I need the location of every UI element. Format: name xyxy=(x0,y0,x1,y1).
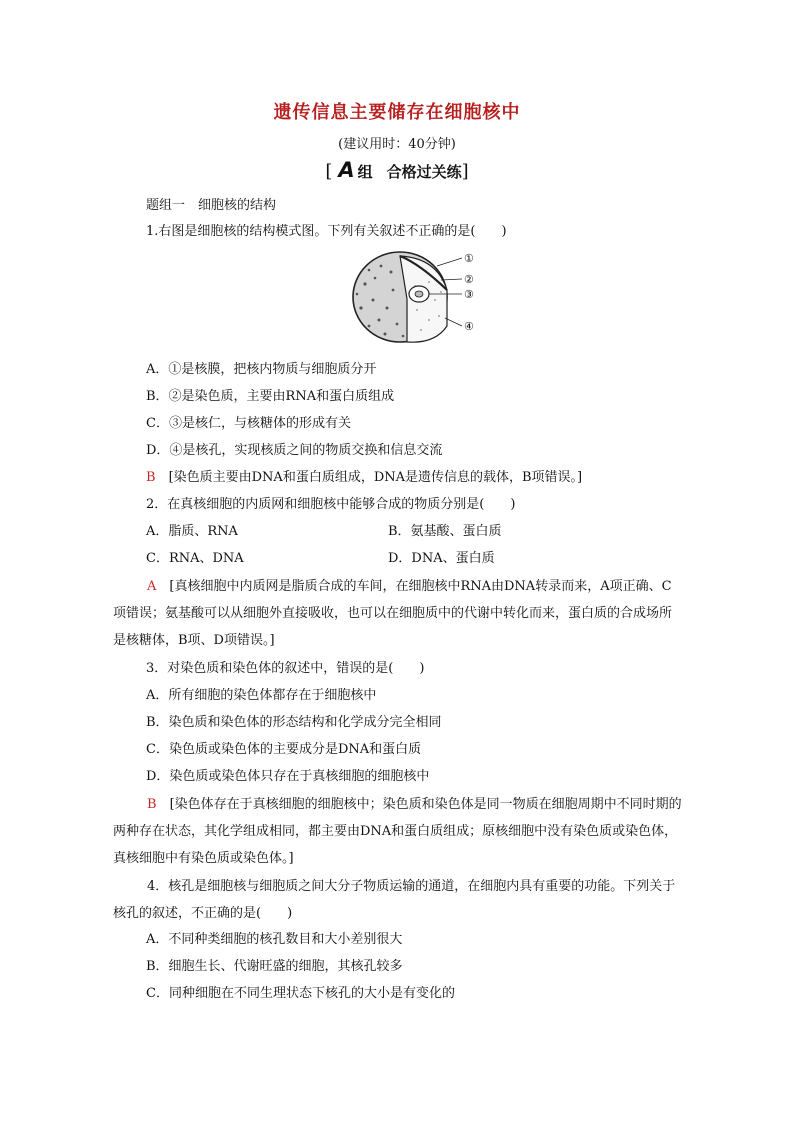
figure-label-4: ④ xyxy=(464,320,474,333)
q4-option-b: B．细胞生长、代谢旺盛的细胞，其核孔较多 xyxy=(146,959,403,974)
q3-answer-paragraph xyxy=(113,791,683,872)
q2-stem: 2．在真核细胞的内质网和细胞核中能够合成的物质分别是( ) xyxy=(146,497,516,512)
group-close-bracket: ] xyxy=(461,161,469,182)
q3-stem: 3．对染色质和染色体的叙述中，错误的是( ) xyxy=(146,661,425,676)
q2-option-b: B．氨基酸、蛋白质 xyxy=(388,524,502,539)
q2-option-c: C．RNA、DNA xyxy=(146,551,244,566)
figure-label-1: ① xyxy=(464,252,474,265)
section-heading: 题组一 细胞核的结构 xyxy=(146,198,277,213)
group-heading xyxy=(0,158,794,182)
page-title: 遗传信息主要储存在细胞核中 xyxy=(273,102,521,123)
figure-label-2: ② xyxy=(464,273,474,286)
q2-answer: A xyxy=(147,579,157,594)
group-zu: 组 xyxy=(357,163,373,181)
q4-option-a: A．不同种类细胞的核孔数目和大小差别很大 xyxy=(146,932,403,947)
q1-option-b: B．②是染色质，主要由RNA和蛋白质组成 xyxy=(146,389,395,404)
q1-answer: B xyxy=(146,470,156,485)
q3-option-a: A．所有细胞的染色体都存在于细胞核中 xyxy=(146,688,377,703)
q4-option-c: C．同种细胞在不同生理状态下核孔的大小是有变化的 xyxy=(146,986,455,1001)
q3-option-b: B．染色质和染色体的形态结构和化学成分完全相同 xyxy=(146,715,442,730)
q3-option-d: D．染色质或染色体只存在于真核细胞的细胞核中 xyxy=(146,769,430,784)
group-name: 合格过关练 xyxy=(386,163,462,181)
q1-option-a: A．①是核膜，把核内物质与细胞质分开 xyxy=(146,362,377,377)
q2-option-d: D．DNA、蛋白质 xyxy=(388,551,495,566)
q1-answer-line xyxy=(146,468,582,488)
figure-label-3: ③ xyxy=(464,288,474,301)
nucleus-structure-figure xyxy=(345,250,485,350)
group-open-bracket: [ xyxy=(325,161,333,182)
q2-answer-paragraph xyxy=(113,573,683,654)
q3-explanation: [染色体存在于真核细胞的细胞核中；染色质和染色体是同一物质在细胞周期中不同时期的两种存在状态，其化学组成相同，都主要由DNA和蛋白质组成；原核细胞中没有染色质或染色体，真核细胞中有染色质或染色体。] xyxy=(113,797,682,866)
q4-stem: 4．核孔是细胞核与细胞质之间大分子物质运输的通道，在细胞内具有重要的功能。下列关于核孔的叙述，不正确的是( ) xyxy=(113,879,676,921)
q1-explanation: [染色质主要由DNA和蛋白质组成，DNA是遗传信息的载体，B项错误。] xyxy=(168,470,583,485)
q2-explanation: [真核细胞中内质网是脂质合成的车间，在细胞核中RNA由DNA转录而来，A项正确、C项错误；氨基酸可以从细胞外直接吸收，也可以在细胞质中的代谢中转化而来，蛋白质的合成场所是核糖体，B项、D项错误。] xyxy=(113,579,673,648)
suggested-time: (建议用时：40分钟) xyxy=(338,137,456,152)
q2-option-a: A．脂质、RNA xyxy=(146,524,238,539)
q3-answer: B xyxy=(147,797,157,812)
q1-option-d: D．④是核孔，实现核质之间的物质交换和信息交流 xyxy=(146,443,443,458)
group-letter: A xyxy=(338,158,355,182)
q1-stem: 1.右图是细胞核的结构模式图。下列有关叙述不正确的是( ) xyxy=(146,224,507,239)
q3-option-c: C．染色质或染色体的主要成分是DNA和蛋白质 xyxy=(146,742,422,757)
q1-option-c: C．③是核仁，与核糖体的形成有关 xyxy=(146,416,351,431)
